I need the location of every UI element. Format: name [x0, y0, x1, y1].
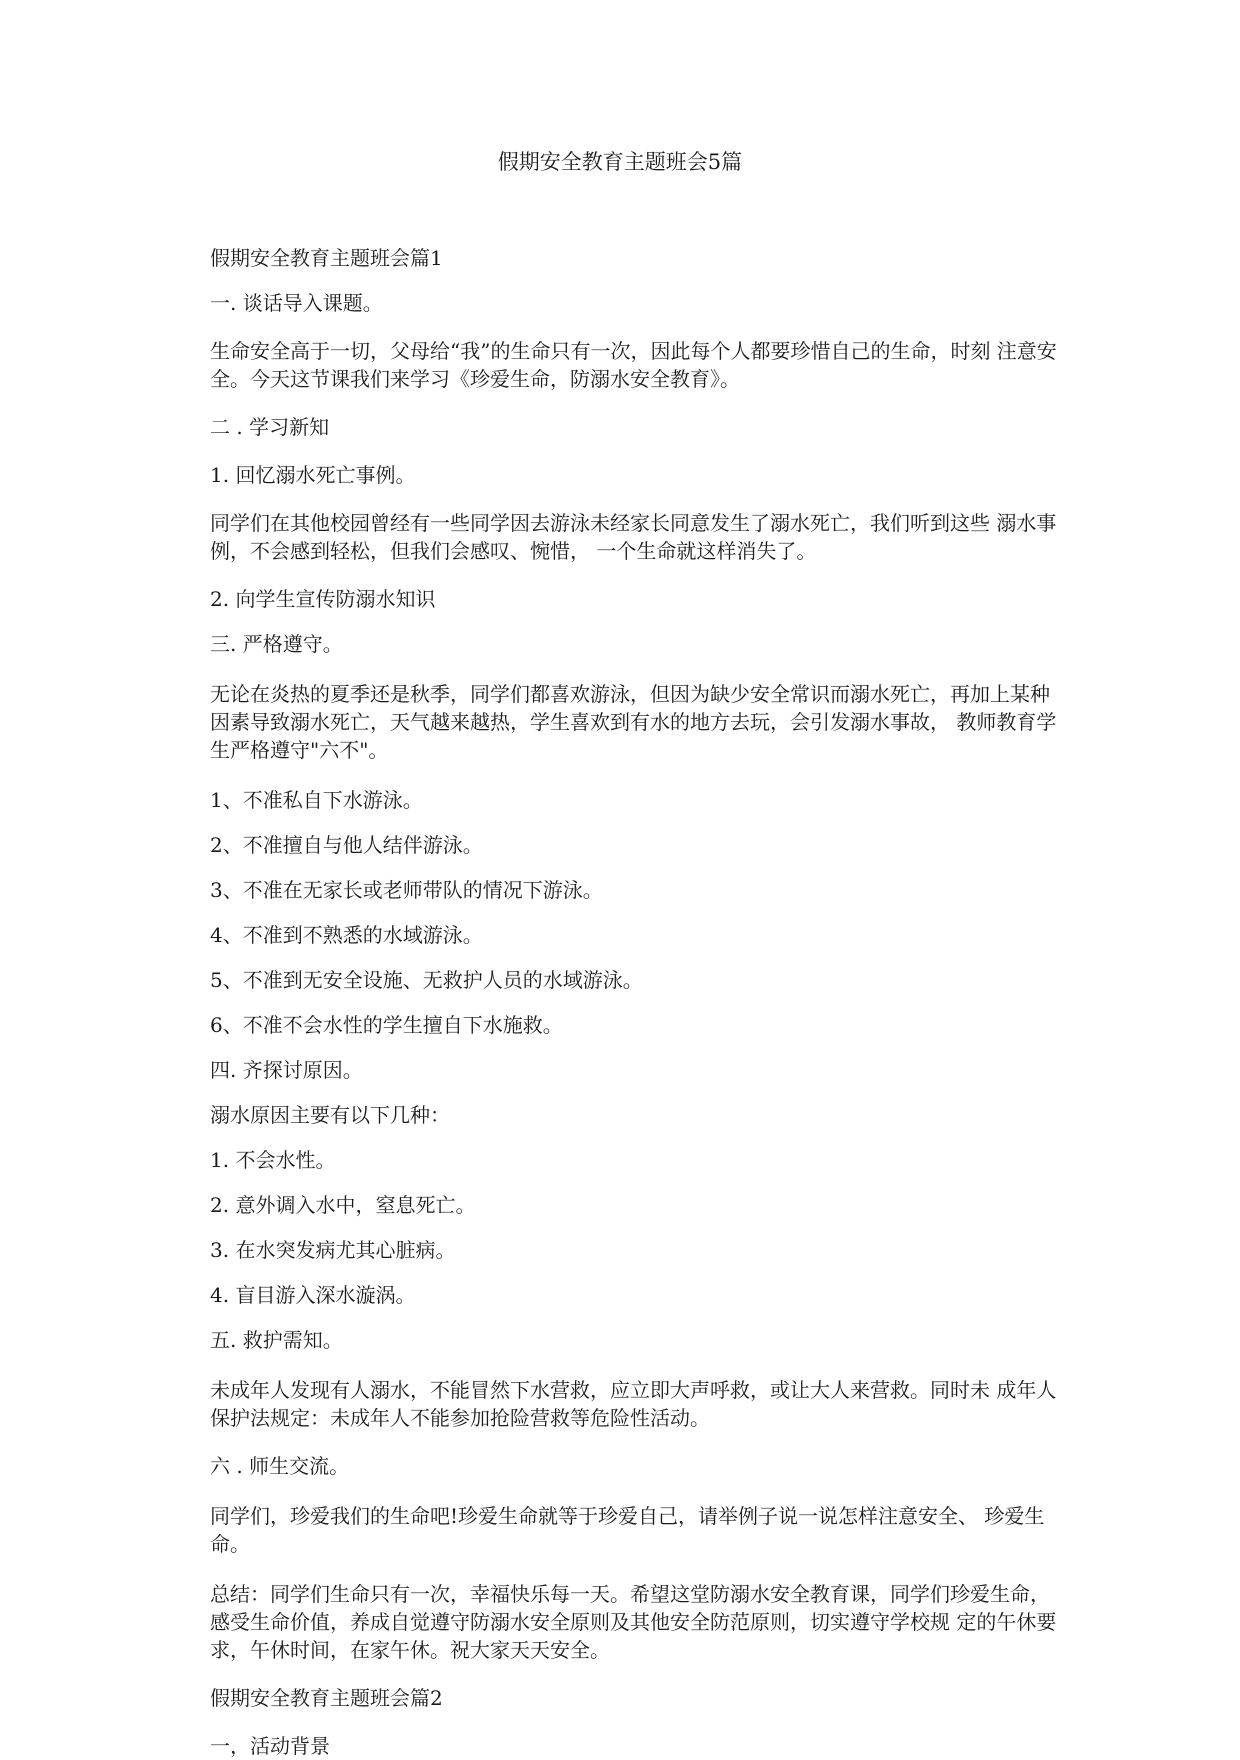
body-paragraph: 同学们在其他校园曾经有一些同学因去游泳未经家长同意发生了溺水死亡，我们听到这些 溺水事例，不会感到轻松，但我们会感叹、惋惜， 一个生命就这样消失了。: [210, 511, 1057, 563]
body-paragraph: 总结：同学们生命只有一次，幸福快乐每一天。希望这堂防溺水安全教育课，同学们珍爱生命，感受生命价值，养成自觉遵守防溺水安全原则及其他安全防范原则，切实遵守学校规 定的午休要求，午休时间，在家午休。祝大家天天安全。: [210, 1582, 1057, 1662]
section-step: 四. 齐探讨原因。: [210, 1058, 363, 1082]
list-item: 2. 意外调入水中，窒息死亡。: [210, 1193, 476, 1217]
section-step: 一，活动背景: [210, 1734, 330, 1758]
body-paragraph: 溺水原因主要有以下几种：: [210, 1103, 450, 1127]
body-paragraph: 无论在炎热的夏季还是秋季，同学们都喜欢游泳，但因为缺少安全常识而溺水死亡，再加上某种因素导致溺水死亡，天气越来越热，学生喜欢到有水的地方去玩，会引发溺水事故， 教师教育学生严格遵守"六不"。: [210, 682, 1057, 762]
section-step: 二 . 学习新知: [210, 415, 330, 439]
body-paragraph: 生命安全高于一切，父母给“我”的生命只有一次，因此每个人都要珍惜自己的生命，时刻 注意安全。今天这节课我们来学习《珍爱生命，防溺水安全教育》。: [210, 339, 1057, 391]
body-paragraph: 未成年人发现有人溺水，不能冒然下水营救，应立即大声呼救，或让大人来营救。同时未 成年人保护法规定：未成年人不能参加抢险营救等危险性活动。: [210, 1378, 1057, 1430]
section-step: 五. 救护需知。: [210, 1328, 343, 1352]
list-item: 3、不准在无家长或老师带队的情况下游泳。: [210, 878, 603, 902]
document-body: [188, 244, 1068, 1760]
body-paragraph: 同学们，珍爱我们的生命吧!珍爱生命就等于珍爱自己，请举例子说一说怎样注意安全、 珍爱生命。: [210, 1504, 1045, 1556]
list-item: 3. 在水突发病尤其心脏病。: [210, 1238, 456, 1262]
list-item: 5、不准到无安全设施、无救护人员的水域游泳。: [210, 968, 643, 992]
list-item: 1、不准私自下水游泳。: [210, 788, 423, 812]
list-item: 1. 不会水性。: [210, 1148, 336, 1172]
list-item: 6、不准不会水性的学生擅自下水施救。: [210, 1013, 563, 1037]
list-item: 2、不准擅自与他人结伴游泳。: [210, 833, 483, 857]
list-item: 1. 回忆溺水死亡事例。: [210, 463, 416, 487]
list-item: 2. 向学生宣传防溺水知识: [210, 587, 436, 611]
section-heading: 假期安全教育主题班会篇1: [210, 246, 443, 270]
section-step: 一. 谈话导入课题。: [210, 291, 383, 315]
section-heading: 假期安全教育主题班会篇2: [210, 1686, 443, 1710]
section-step: 六 . 师生交流。: [210, 1454, 350, 1478]
list-item: 4. 盲目游入深水漩涡。: [210, 1283, 416, 1307]
document-title: 假期安全教育主题班会5篇: [497, 150, 743, 174]
section-step: 三. 严格遵守。: [210, 632, 343, 656]
list-item: 4、不准到不熟悉的水域游泳。: [210, 923, 483, 947]
